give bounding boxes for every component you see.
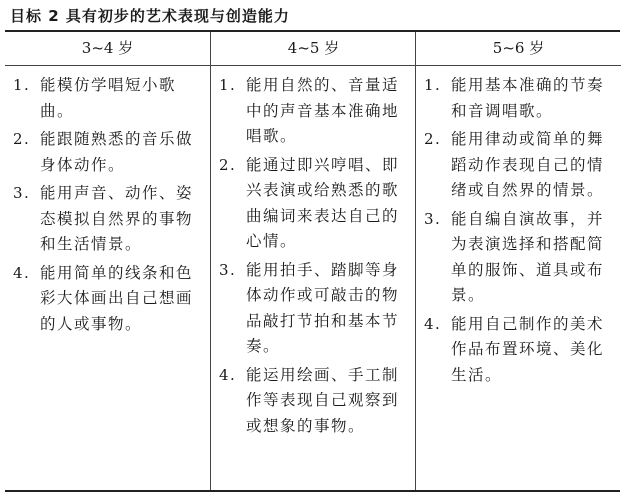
item-text: 能用拍手、踏脚等身体动作或可敲击的物品敲打节拍和基本节奏。 [246,260,400,355]
list-item [211,363,416,440]
item-text: 能用基本准确的节奏和音调唱歌。 [451,76,605,120]
item-number: 1. [219,76,237,94]
item-text: 能用自己制作的美术作品布置环境、美化生活。 [451,314,605,384]
item-number: 1. [424,76,442,94]
item-number: 3. [13,184,31,202]
item-number: 4. [13,263,31,282]
item-number: 1. [13,76,31,94]
item-text: 能跟随熟悉的音乐做身体动作。 [40,130,194,174]
list-item [416,312,621,389]
item-text: 能自编自演故事，并为表演选择和搭配简单的服饰、道具或布景。 [451,209,605,304]
column-age-5-6 [415,32,621,490]
item-number: 3. [424,209,442,228]
item-number: 2. [424,130,442,148]
page-title: 目标 2 具有初步的艺术表现与创造能力 [10,7,290,25]
item-text: 能用简单的线条和色彩大体画出自己想画的人或事物。 [40,263,194,333]
item-text: 能用声音、动作、姿态模拟自然界的事物和生活情景。 [40,184,194,253]
item-text: 能用律动或简单的舞蹈动作表现自己的情绪或自然界的情景。 [451,130,605,199]
item-text: 能用自然的、音量适中的声音基本准确地唱歌。 [246,76,400,145]
item-number: 3. [219,260,237,279]
list-item [416,73,621,124]
column-age-4-5 [210,32,416,490]
list-item [211,73,416,150]
item-number: 4. [424,314,442,333]
list-item [5,73,210,124]
column-header: 5~6 岁 [416,32,621,66]
goals-table [5,30,620,492]
item-list [5,66,210,337]
list-item [5,261,210,338]
item-number: 2. [13,130,31,148]
item-text: 能通过即兴哼唱、即兴表演或给熟悉的歌曲编词来表达自己的心情。 [246,155,400,250]
item-number: 2. [219,155,237,174]
column-age-3-4 [5,32,210,490]
column-header: 3~4 岁 [5,32,210,66]
item-text: 能运用绘画、手工制作等表现自己观察到或想象的事物。 [246,365,400,435]
item-list [416,66,621,388]
list-item [211,153,416,255]
list-item [416,127,621,204]
list-item [211,258,416,360]
column-header: 4~5 岁 [211,32,416,66]
item-number: 4. [219,365,237,384]
list-item [5,181,210,258]
list-item [416,207,621,309]
list-item [5,127,210,178]
item-list [211,66,416,439]
item-text: 能模仿学唱短小歌曲。 [40,76,177,120]
